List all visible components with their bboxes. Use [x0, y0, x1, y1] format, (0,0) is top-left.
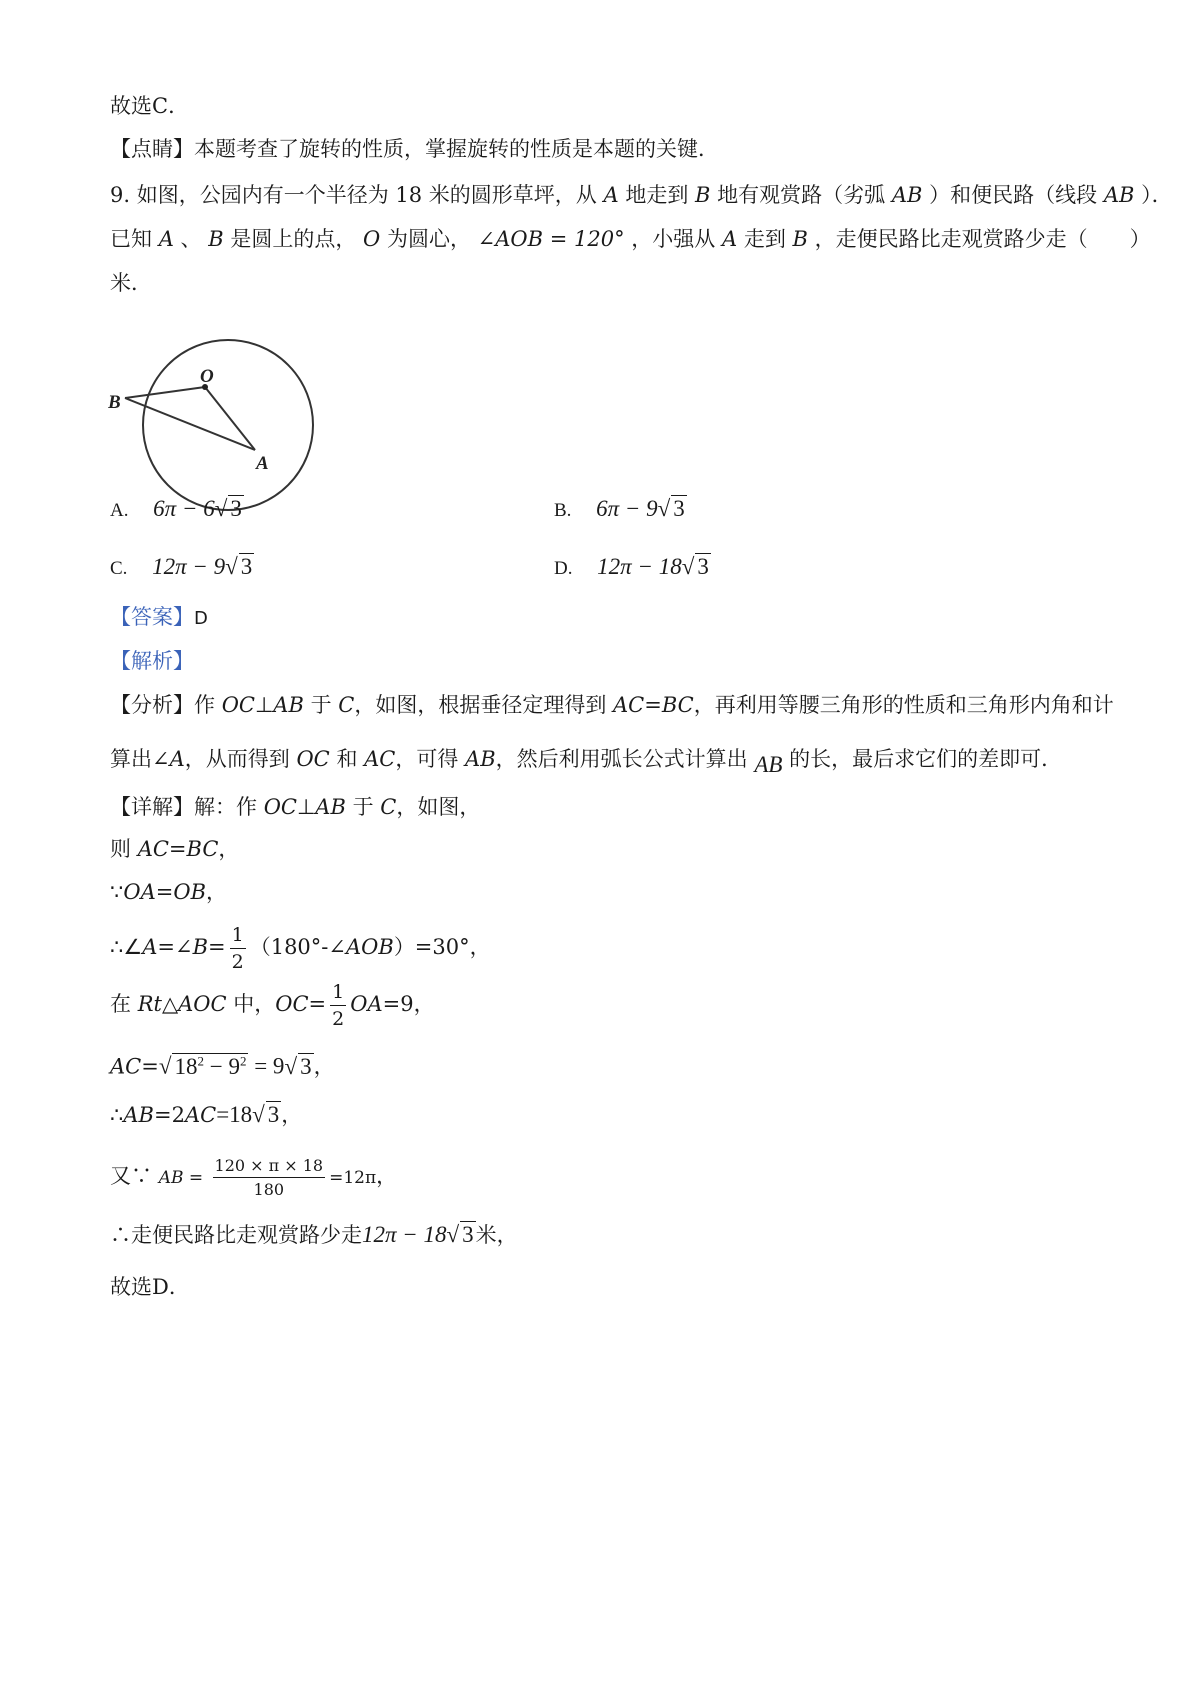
option-a[interactable] — [110, 494, 244, 526]
text: =12π — [329, 1168, 377, 1188]
text: ，从而得到 — [184, 747, 297, 771]
question-text: 走到 — [743, 227, 786, 251]
text: 中， — [226, 992, 276, 1016]
fenxi-tag: 【分析】 — [110, 693, 194, 717]
fenxi-line-2 — [110, 744, 1063, 777]
point-label: A — [158, 227, 174, 251]
text: 于 — [345, 795, 381, 819]
text: ，如图，根据垂径定理得到 — [354, 693, 614, 717]
text: ， — [281, 1103, 303, 1127]
option-c[interactable] — [110, 552, 254, 584]
text: =∠ — [157, 935, 193, 959]
text: ，然后利用弧长公式计算出 — [495, 747, 755, 771]
detail-line-6 — [110, 1046, 335, 1082]
comment-tag: 【点睛】 — [110, 137, 194, 161]
numerator: 120 × π × 18 — [213, 1158, 326, 1178]
text: ，再利用等腰三角形的性质和三角形内角和计 — [693, 693, 1114, 717]
point-label: B — [792, 227, 808, 251]
math-var: AB — [123, 1103, 154, 1127]
prev-conclusion-text: 故选C． — [110, 94, 190, 118]
text: ， — [218, 837, 240, 861]
point-label: B — [695, 183, 711, 207]
circle-outline — [143, 340, 313, 510]
text: =9， — [382, 992, 435, 1016]
math-var: AB — [273, 693, 304, 717]
math-var: AC — [110, 1054, 142, 1079]
text: ）=30°， — [393, 935, 491, 959]
question-line-3 — [110, 268, 152, 298]
answer-tag: 【答案】 — [110, 605, 194, 629]
fraction — [330, 980, 346, 1030]
text: 在 — [110, 992, 138, 1016]
perp-symbol: ⊥ — [254, 693, 274, 717]
math-var: AC — [184, 1103, 217, 1127]
option-expression: 6π − 9 — [596, 496, 658, 521]
question-text: ）． — [1141, 183, 1173, 207]
question-text: 、 — [180, 227, 202, 251]
math-var: AC=BC — [613, 693, 694, 717]
math-var: AOC — [178, 992, 227, 1016]
point-label: O — [363, 227, 381, 251]
radicand: 3 — [462, 1222, 474, 1247]
text: 的长，最后求它们的差即可． — [782, 747, 1063, 771]
question-line-1 — [110, 180, 1173, 210]
math-expression: 12π − 18 — [362, 1222, 447, 1247]
question-number: 9. — [110, 183, 131, 207]
point-label: B — [208, 227, 224, 251]
question-text: 已知 — [110, 227, 152, 251]
option-d[interactable] — [554, 552, 711, 584]
final-conclusion: 故选D． — [110, 1275, 190, 1299]
text: = — [308, 992, 327, 1016]
question-line-2 — [110, 224, 1151, 254]
perp-symbol: ⊥ — [296, 795, 316, 819]
text: 和 — [329, 747, 365, 771]
question-text: 米． — [110, 271, 152, 295]
detail-tag: 【详解】 — [110, 795, 194, 819]
analysis-tag: 【解析】 — [110, 649, 194, 673]
numerator: 1 — [330, 983, 346, 1006]
math-var: A — [142, 935, 158, 959]
answer-value: D — [194, 608, 208, 629]
sqrt-symbol: √ 3 — [284, 1053, 312, 1079]
option-expression: 12π − 18 — [597, 554, 682, 579]
text: = 9 — [248, 1053, 285, 1079]
arc-label: AB — [891, 183, 923, 207]
question-text: 是圆上的点， — [230, 227, 357, 251]
radicand: 3 — [673, 496, 685, 521]
question-text: ）和便民路（线段 — [929, 183, 1098, 207]
prev-comment — [110, 134, 719, 164]
detail-line-9 — [110, 1220, 518, 1250]
radicand: 3 — [240, 554, 253, 579]
math-var: B — [192, 935, 208, 959]
math-var: C — [338, 693, 355, 717]
text: 则 — [110, 837, 138, 861]
text: 米， — [475, 1223, 518, 1247]
prev-conclusion — [110, 91, 189, 121]
math-var: OC — [296, 747, 330, 771]
fenxi-line-1 — [110, 690, 1114, 720]
detail-line-1 — [110, 792, 480, 822]
detail-line-3 — [110, 877, 227, 907]
radicand: 3 — [300, 1053, 312, 1079]
text: = — [183, 1168, 209, 1188]
math-var: OC — [221, 693, 255, 717]
numerator: 1 — [230, 926, 246, 949]
fraction — [213, 1155, 326, 1199]
text: ， — [206, 880, 228, 904]
sqrt-symbol: √ 3 — [446, 1222, 474, 1247]
detail-line-8 — [110, 1150, 397, 1202]
math-var: AC=BC — [137, 837, 219, 861]
detail-line-2 — [110, 834, 239, 864]
detail-line-4 — [110, 923, 491, 973]
because-symbol: ∵ — [110, 880, 124, 904]
sqrt-symbol: √ 3 — [225, 554, 253, 579]
text: ， — [313, 1054, 335, 1079]
sqrt-symbol: √ 3 — [214, 496, 242, 521]
math-var: C — [380, 795, 397, 819]
therefore-symbol: ∴ — [110, 1103, 124, 1127]
math-var: OC — [275, 992, 309, 1016]
math-var: A — [169, 747, 185, 771]
analysis-line — [110, 646, 194, 676]
radicand: 18 — [174, 1053, 198, 1079]
question-text: ，走便民路比走观赏路少走（ ） — [814, 227, 1151, 251]
sqrt-symbol: √ 3 — [657, 496, 685, 521]
text: =18 — [216, 1102, 253, 1127]
radicand: 3 — [230, 496, 242, 521]
text: ， — [376, 1164, 398, 1188]
exponent: 2 — [239, 1053, 247, 1068]
segment-ob — [125, 387, 205, 398]
text: 算出∠ — [110, 747, 170, 771]
detail-line-5 — [110, 980, 435, 1030]
therefore-symbol: ∴∠ — [110, 935, 143, 959]
question-text: 如图，公园内有一个半径为 18 米的圆形草坪，从 — [136, 183, 597, 207]
text: ∴走便民路比走观赏路少走 — [110, 1223, 362, 1247]
option-expression: 6π − 6 — [153, 496, 215, 521]
fraction — [230, 923, 246, 973]
denominator: 2 — [231, 950, 244, 973]
question-text: ，小强从 — [631, 227, 716, 251]
question-text: 地走到 — [625, 183, 689, 207]
exponent: 2 — [197, 1053, 204, 1068]
text: 于 — [303, 693, 339, 717]
sqrt-symbol: √ 3 — [252, 1102, 280, 1127]
detail-line-7 — [110, 1100, 302, 1130]
math-var: Rt — [137, 992, 162, 1016]
math-var: AB — [315, 795, 346, 819]
sqrt-symbol: √ 3 — [681, 554, 709, 579]
math-var: OA=OB — [123, 880, 207, 904]
angle-expression: ∠AOB = 120° — [477, 227, 625, 251]
option-label: C. — [110, 558, 128, 579]
math-var: OC — [263, 795, 297, 819]
text: = — [208, 935, 226, 959]
option-expression: 12π − 9 — [152, 554, 226, 579]
detail-line-10 — [110, 1272, 190, 1302]
answer-line — [110, 602, 208, 634]
label-o: O — [200, 366, 214, 387]
point-label: A — [721, 227, 738, 251]
comment-text: 本题考查了旋转的性质，掌握旋转的性质是本题的关键． — [194, 137, 719, 161]
option-label: B. — [554, 500, 572, 521]
arc-label: AB — [754, 752, 783, 777]
math-var: AC — [364, 747, 396, 771]
segment-label: AB — [1103, 183, 1135, 207]
option-b[interactable] — [554, 494, 687, 526]
text: =2 — [153, 1103, 185, 1127]
radicand: 3 — [697, 554, 709, 579]
text: = — [141, 1054, 159, 1079]
text: △ — [161, 992, 179, 1016]
option-label: D. — [554, 558, 573, 579]
text: ，可得 — [395, 747, 466, 771]
denominator: 2 — [332, 1007, 345, 1030]
question-text: 地有观赏路（劣弧 — [717, 183, 886, 207]
label-b: B — [108, 392, 121, 413]
radicand: − 9 — [203, 1053, 240, 1079]
radicand: 3 — [267, 1102, 280, 1127]
text: 作 — [194, 693, 222, 717]
question-text: 为圆心， — [386, 227, 471, 251]
circle-diagram — [108, 335, 318, 517]
text: ，如图， — [396, 795, 481, 819]
option-label: A. — [110, 500, 129, 521]
sqrt-expression: √ $18^2 - 9^2$ — [158, 1053, 247, 1079]
point-label: A — [603, 183, 619, 207]
math-var: AB — [158, 1168, 184, 1188]
text: 又∵ — [110, 1164, 159, 1188]
math-var: AOB — [345, 935, 394, 959]
denominator: 180 — [253, 1179, 285, 1199]
text: 解：作 — [194, 795, 264, 819]
label-a: A — [256, 453, 269, 474]
math-var: OA — [350, 992, 383, 1016]
math-var: AB — [465, 747, 496, 771]
text: （180°-∠ — [249, 935, 346, 959]
